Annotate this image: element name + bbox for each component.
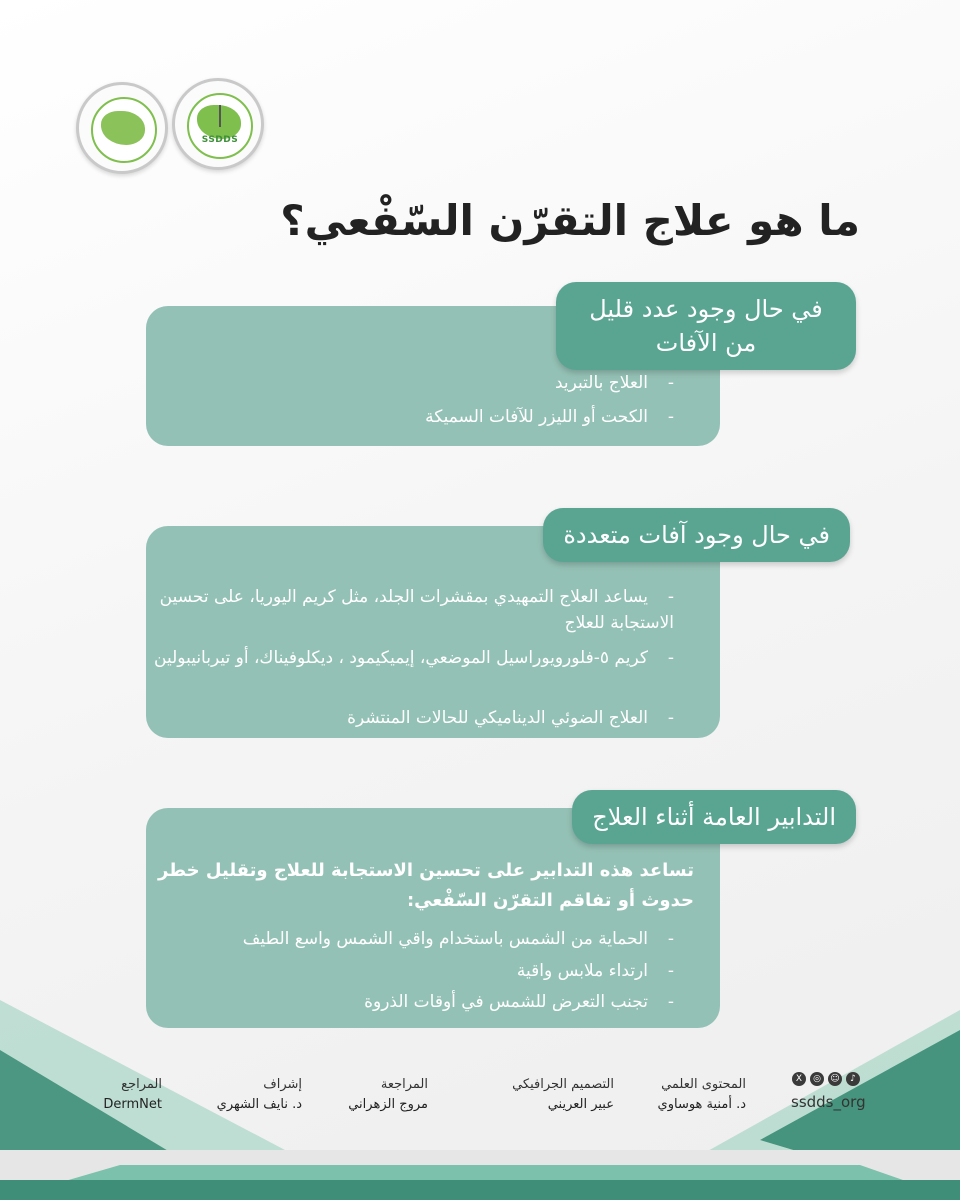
section-tag-general-measures: التدابير العامة أثناء العلاج [572,790,856,844]
credit-value: د. نايف الشهري [216,1097,302,1112]
saudi-map-icon [101,111,145,145]
list-item: -العلاج بالتبريد [554,373,674,393]
ssdds-logo-emblem [187,93,253,159]
list-item: -العلاج الضوئي الديناميكي للحالات المنتشرة [347,708,674,728]
snapchat-icon[interactable]: ☺ [828,1072,842,1086]
credit-graphic-design [512,1075,614,1115]
credit-label: المراجعة [380,1077,428,1092]
list-item: -الحماية من الشمس باستخدام واقي الشمس واسع الطيف [242,929,674,949]
social-handle[interactable]: ssdds_org [791,1093,866,1111]
ssdds-logo [172,78,264,170]
credit-label: إشراف [263,1077,302,1092]
dermatology-society-seal [76,82,168,174]
seal-emblem [91,97,157,163]
credit-supervision [217,1075,302,1115]
list-item: -كريم ٥-فلورويوراسيل الموضعي، إيميكيمود ، ديكلوفيناك، أو تيربانيبولين [154,648,674,668]
section-tag-multiple-lesions: في حال وجود آفات متعددة [543,508,850,562]
section-tag-few-lesions: في حال وجود عدد قليل من الآفات [556,282,856,370]
social-icons [792,1072,860,1086]
credit-value: عبير العريني [547,1097,614,1112]
ssdds-logo-text: SSDDS [201,135,239,145]
credit-value: د. أمنية هوساوي [657,1097,746,1112]
credit-label: التصميم الجرافيكي [512,1077,614,1092]
list-item: -ارتداء ملابس واقية [516,961,674,981]
credit-label: المراجع [121,1077,162,1092]
credit-scientific-content [658,1075,746,1115]
section-lead-text: تساعد هذه التدابير على تحسين الاستجابة للعلاج وتقليل خطر حدوث أو تفاقم التقرّن السّفْعي: [157,860,694,911]
credit-value: مروج الزهراني [348,1097,428,1112]
list-item: -تجنب التعرض للشمس في أوقات الذروة [364,992,674,1012]
page-title: ما هو علاج التقرّن السّفْعي؟ [280,196,860,245]
credit-label: المحتوى العلمي [661,1077,746,1092]
list-item: -يساعد العلاج التمهيدي بمقشرات الجلد، مثل كريم اليوريا، على تحسين الاستجابة للعلاج [159,587,674,633]
hair-follicle-icon [219,105,221,127]
instagram-icon[interactable]: ◎ [810,1072,824,1086]
tiktok-icon[interactable]: ♪ [846,1072,860,1086]
x-icon[interactable]: X [792,1072,806,1086]
credit-references [103,1075,162,1115]
credit-value: DermNet [103,1097,162,1112]
list-item: -الكحت أو الليزر للآفات السميكة [425,407,674,427]
credit-review [348,1075,428,1115]
